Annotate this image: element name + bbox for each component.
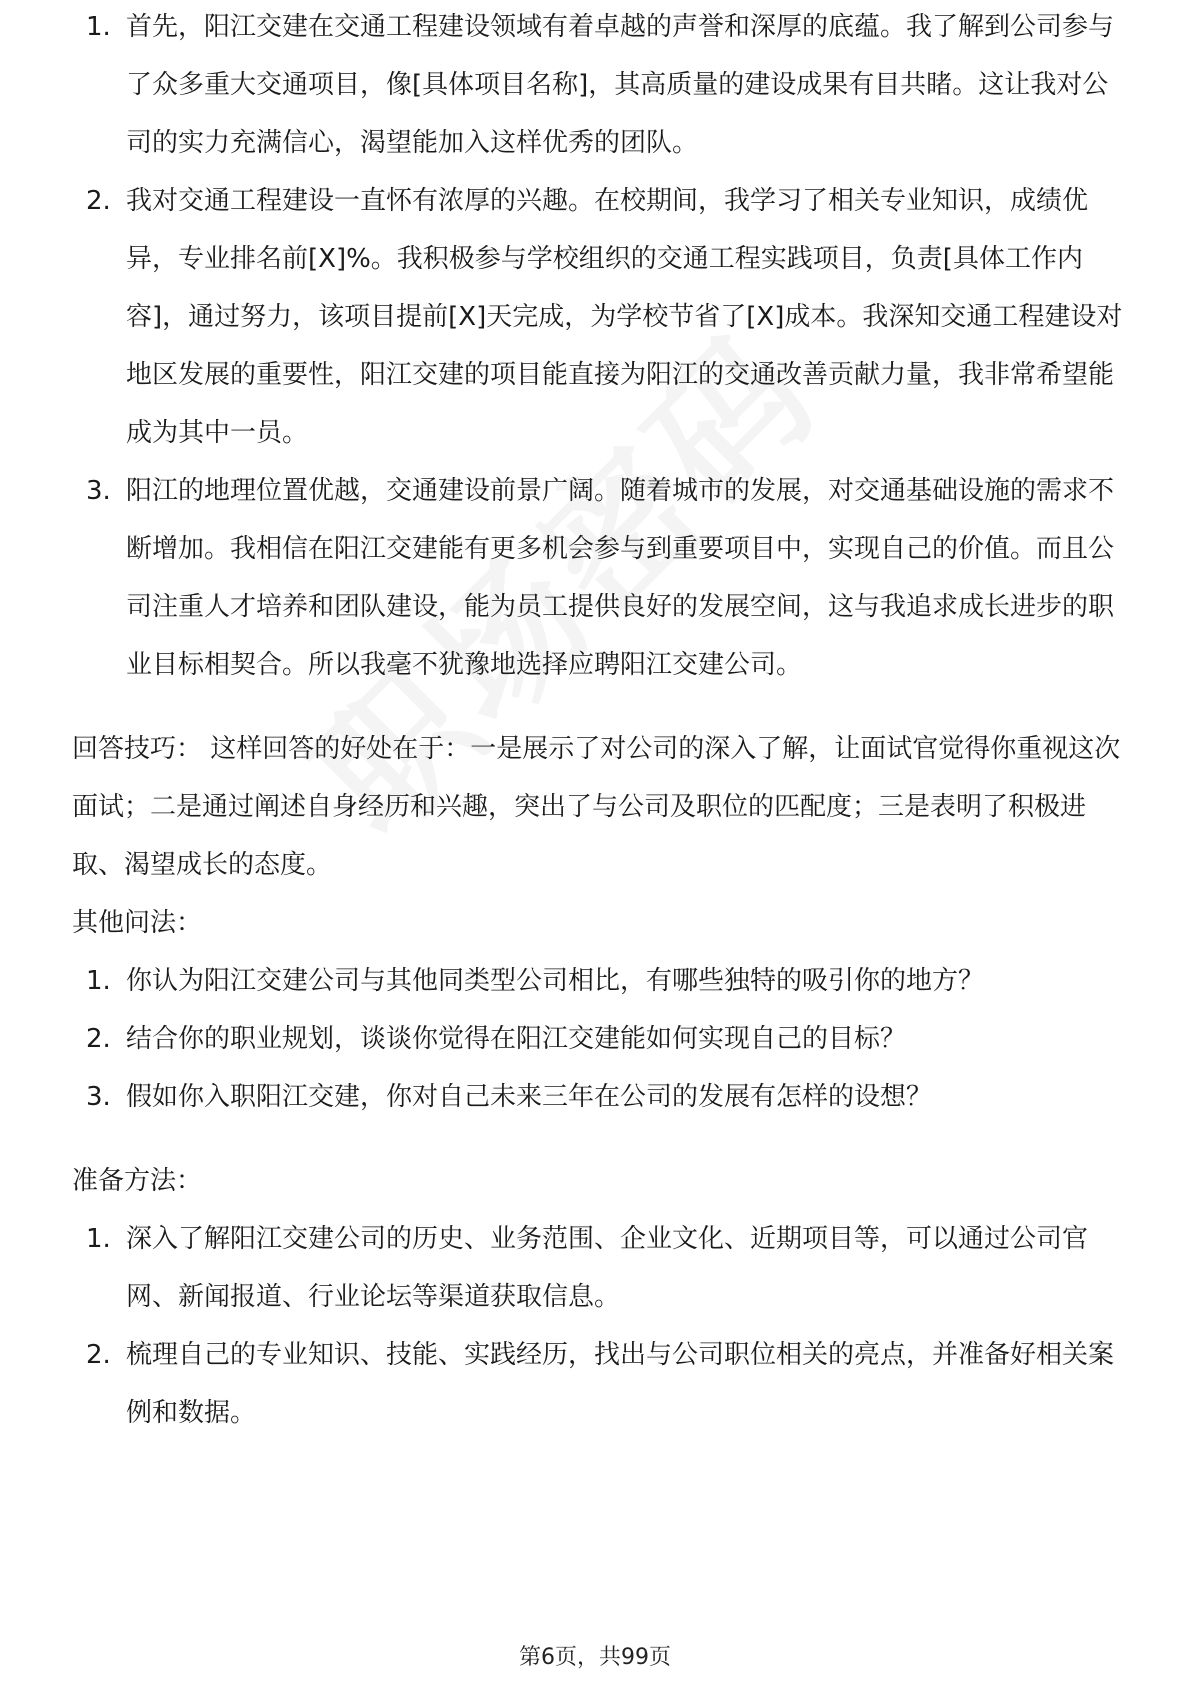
list-item-text: 假如你入职阳江交建，你对自己未来三年在公司的发展有怎样的设想？: [126, 1082, 933, 1112]
list-number: 2.: [86, 1340, 111, 1370]
preparation-heading: 准备方法：: [72, 1166, 203, 1196]
list-item-text: 深入了解阳江交建公司的历史、业务范围、企业文化、近期项目等，可以通过公司官网、新闻报道、行业论坛等渠道获取信息。: [126, 1224, 1089, 1312]
answer-tips-paragraph: 回答技巧： 这样回答的好处在于：一是展示了对公司的深入了解，让面试官觉得你重视这次面试；二是通过阐述自身经历和兴趣，突出了与公司及职位的匹配度；三是表明了积极进取、渴望成长的态度。: [72, 734, 1121, 880]
list-item-text: 首先，阳江交建在交通工程建设领域有着卓越的声誉和深厚的底蕴。我了解到公司参与了众多重大交通项目，像[具体项目名称]，其高质量的建设成果有目共睹。这让我对公司的实力充满信心，渴望能加入这样优秀的团队。: [126, 12, 1115, 158]
other-questions-list: [72, 952, 1132, 1126]
page-content: [72, 12, 1132, 1442]
list-item: [72, 172, 1132, 462]
list-number: 3.: [86, 1082, 111, 1112]
list-number: 2.: [86, 1024, 111, 1054]
list-number: 3.: [86, 476, 111, 506]
list-item: [72, 462, 1132, 694]
list-item-text: 梳理自己的专业知识、技能、实践经历，找出与公司职位相关的亮点，并准备好相关案例和数据。: [126, 1340, 1115, 1428]
preparation-list: [72, 1210, 1132, 1442]
list-item-text: 阳江的地理位置优越，交通建设前景广阔。随着城市的发展，对交通基础设施的需求不断增加。我相信在阳江交建能有更多机会参与到重要项目中，实现自己的价值。而且公司注重人才培养和团队建设，能为员工提供良好的发展空间，这与我追求成长进步的职业目标相契合。所以我毫不犹豫地选择应聘阳江交建公司。: [126, 476, 1115, 680]
list-item: [72, 1326, 1132, 1442]
list-item: [72, 1068, 1132, 1126]
list-number: 1.: [86, 1224, 111, 1254]
list-item: [72, 1210, 1132, 1326]
list-item-text: 你认为阳江交建公司与其他同类型公司相比，有哪些独特的吸引你的地方？: [126, 966, 985, 996]
list-number: 2.: [86, 186, 111, 216]
list-item-text: 我对交通工程建设一直怀有浓厚的兴趣。在校期间，我学习了相关专业知识，成绩优异，专业排名前[X]%。我积极参与学校组织的交通工程实践项目，负责[具体工作内容]，通过努力，该项目提前[X]天完成，为学校节省了[X]成本。我深知交通工程建设对地区发展的重要性，阳江交建的项目能直接为阳江的交通改善贡献力量，我非常希望能成为其中一员。: [126, 186, 1123, 448]
other-questions-heading: 其他问法：: [72, 908, 203, 938]
page-number-footer: 第6页，共99页: [519, 1645, 671, 1670]
list-item-text: 结合你的职业规划，谈谈你觉得在阳江交建能如何实现自己的目标？: [126, 1024, 907, 1054]
list-number: 1.: [86, 966, 111, 996]
reasons-list: [72, 0, 1132, 694]
list-item: [72, 1010, 1132, 1068]
list-item: [72, 0, 1132, 172]
list-number: 1.: [86, 12, 111, 42]
list-item: [72, 952, 1132, 1010]
